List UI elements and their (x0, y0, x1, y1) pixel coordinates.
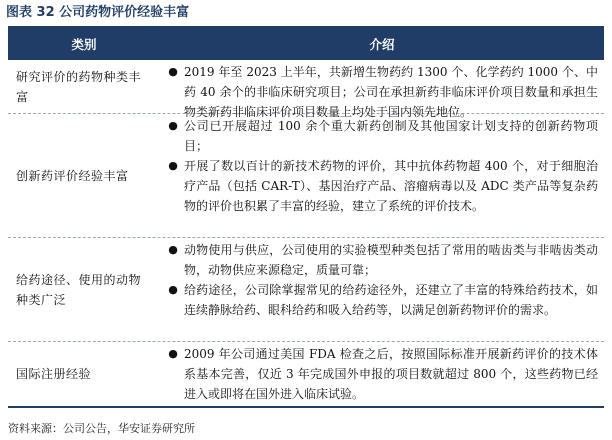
row-category: 研究评价的药物种类丰富 (16, 69, 142, 104)
table-row (8, 342, 604, 408)
item-text: 2009 年公司通过美国 FDA 检查之后，按照国际标准开展新药评价的技术体系基本完善，仅近 3 年完成国外申报的项目数就超过 800 个，这些药物已经进入或即将在国外进入临床试验。 (184, 347, 598, 401)
header-category: 类别 (71, 37, 97, 52)
row-category: 给药途径、使用的动物种类广泛 (16, 272, 142, 307)
row-content (160, 60, 604, 119)
experience-table (8, 26, 604, 408)
source-note: 资料来源：公司公告，华安证券研究所 (8, 422, 195, 435)
list-item (162, 280, 598, 320)
table-row (8, 238, 604, 342)
row-content (160, 114, 604, 237)
row-category: 国际注册经验 (16, 367, 92, 381)
list-item (162, 156, 598, 216)
list-item (162, 240, 598, 280)
item-text: 公司已开展超过 100 余个重大新药创制及其他国家计划支持的创新药物项目； (184, 119, 598, 153)
list-item (162, 116, 598, 156)
table-row (8, 114, 604, 238)
item-text: 给药途径，公司除掌握常见的给药途径外，还建立了丰富的特殊给药技术，如连续静脉给药、眼科给药和吸入给药等，以满足创新药物评价的需求。 (184, 283, 598, 317)
figure-title: 图表 32 公司药物评价经验丰富 (6, 5, 190, 20)
item-text: 开展了数以百计的新技术药物的评价，其中抗体药物超 400 个，对于细胞治疗产品（包括 CAR-T）、基因治疗产品、溶瘤病毒以及 ADC 类产品等复杂药物的评价也积累了丰富的经验，建立了系统的评价技术。 (184, 159, 598, 213)
bullet-icon: ● (168, 65, 178, 78)
table-row (8, 60, 604, 119)
row-content (160, 238, 604, 341)
item-text: 动物使用与供应，公司使用的实验模型种类包括了常用的啮齿类与非啮齿类动物，动物供应来源稳定，质量可靠； (184, 243, 598, 277)
bullet-icon: ● (168, 347, 178, 360)
bullet-icon: ● (168, 159, 178, 172)
header-introduction: 介绍 (369, 37, 395, 52)
bullet-icon: ● (168, 119, 178, 132)
list-item (162, 62, 598, 122)
row-content (160, 342, 604, 406)
item-text: 2019 年至 2023 上半年，共新增生物药约 1300 个、化学药约 1000 个、中药 40 余个的非临床研究项目；公司在承担新药非临床评价项目数量和承担生物类新药非临床评价项目数量上均处于国内领先地位。 (184, 65, 598, 119)
bullet-icon: ● (168, 283, 178, 296)
row-category: 创新药评价经验丰富 (16, 168, 129, 183)
bullet-icon: ● (168, 243, 178, 256)
list-item (162, 344, 598, 404)
table-header (8, 28, 604, 60)
